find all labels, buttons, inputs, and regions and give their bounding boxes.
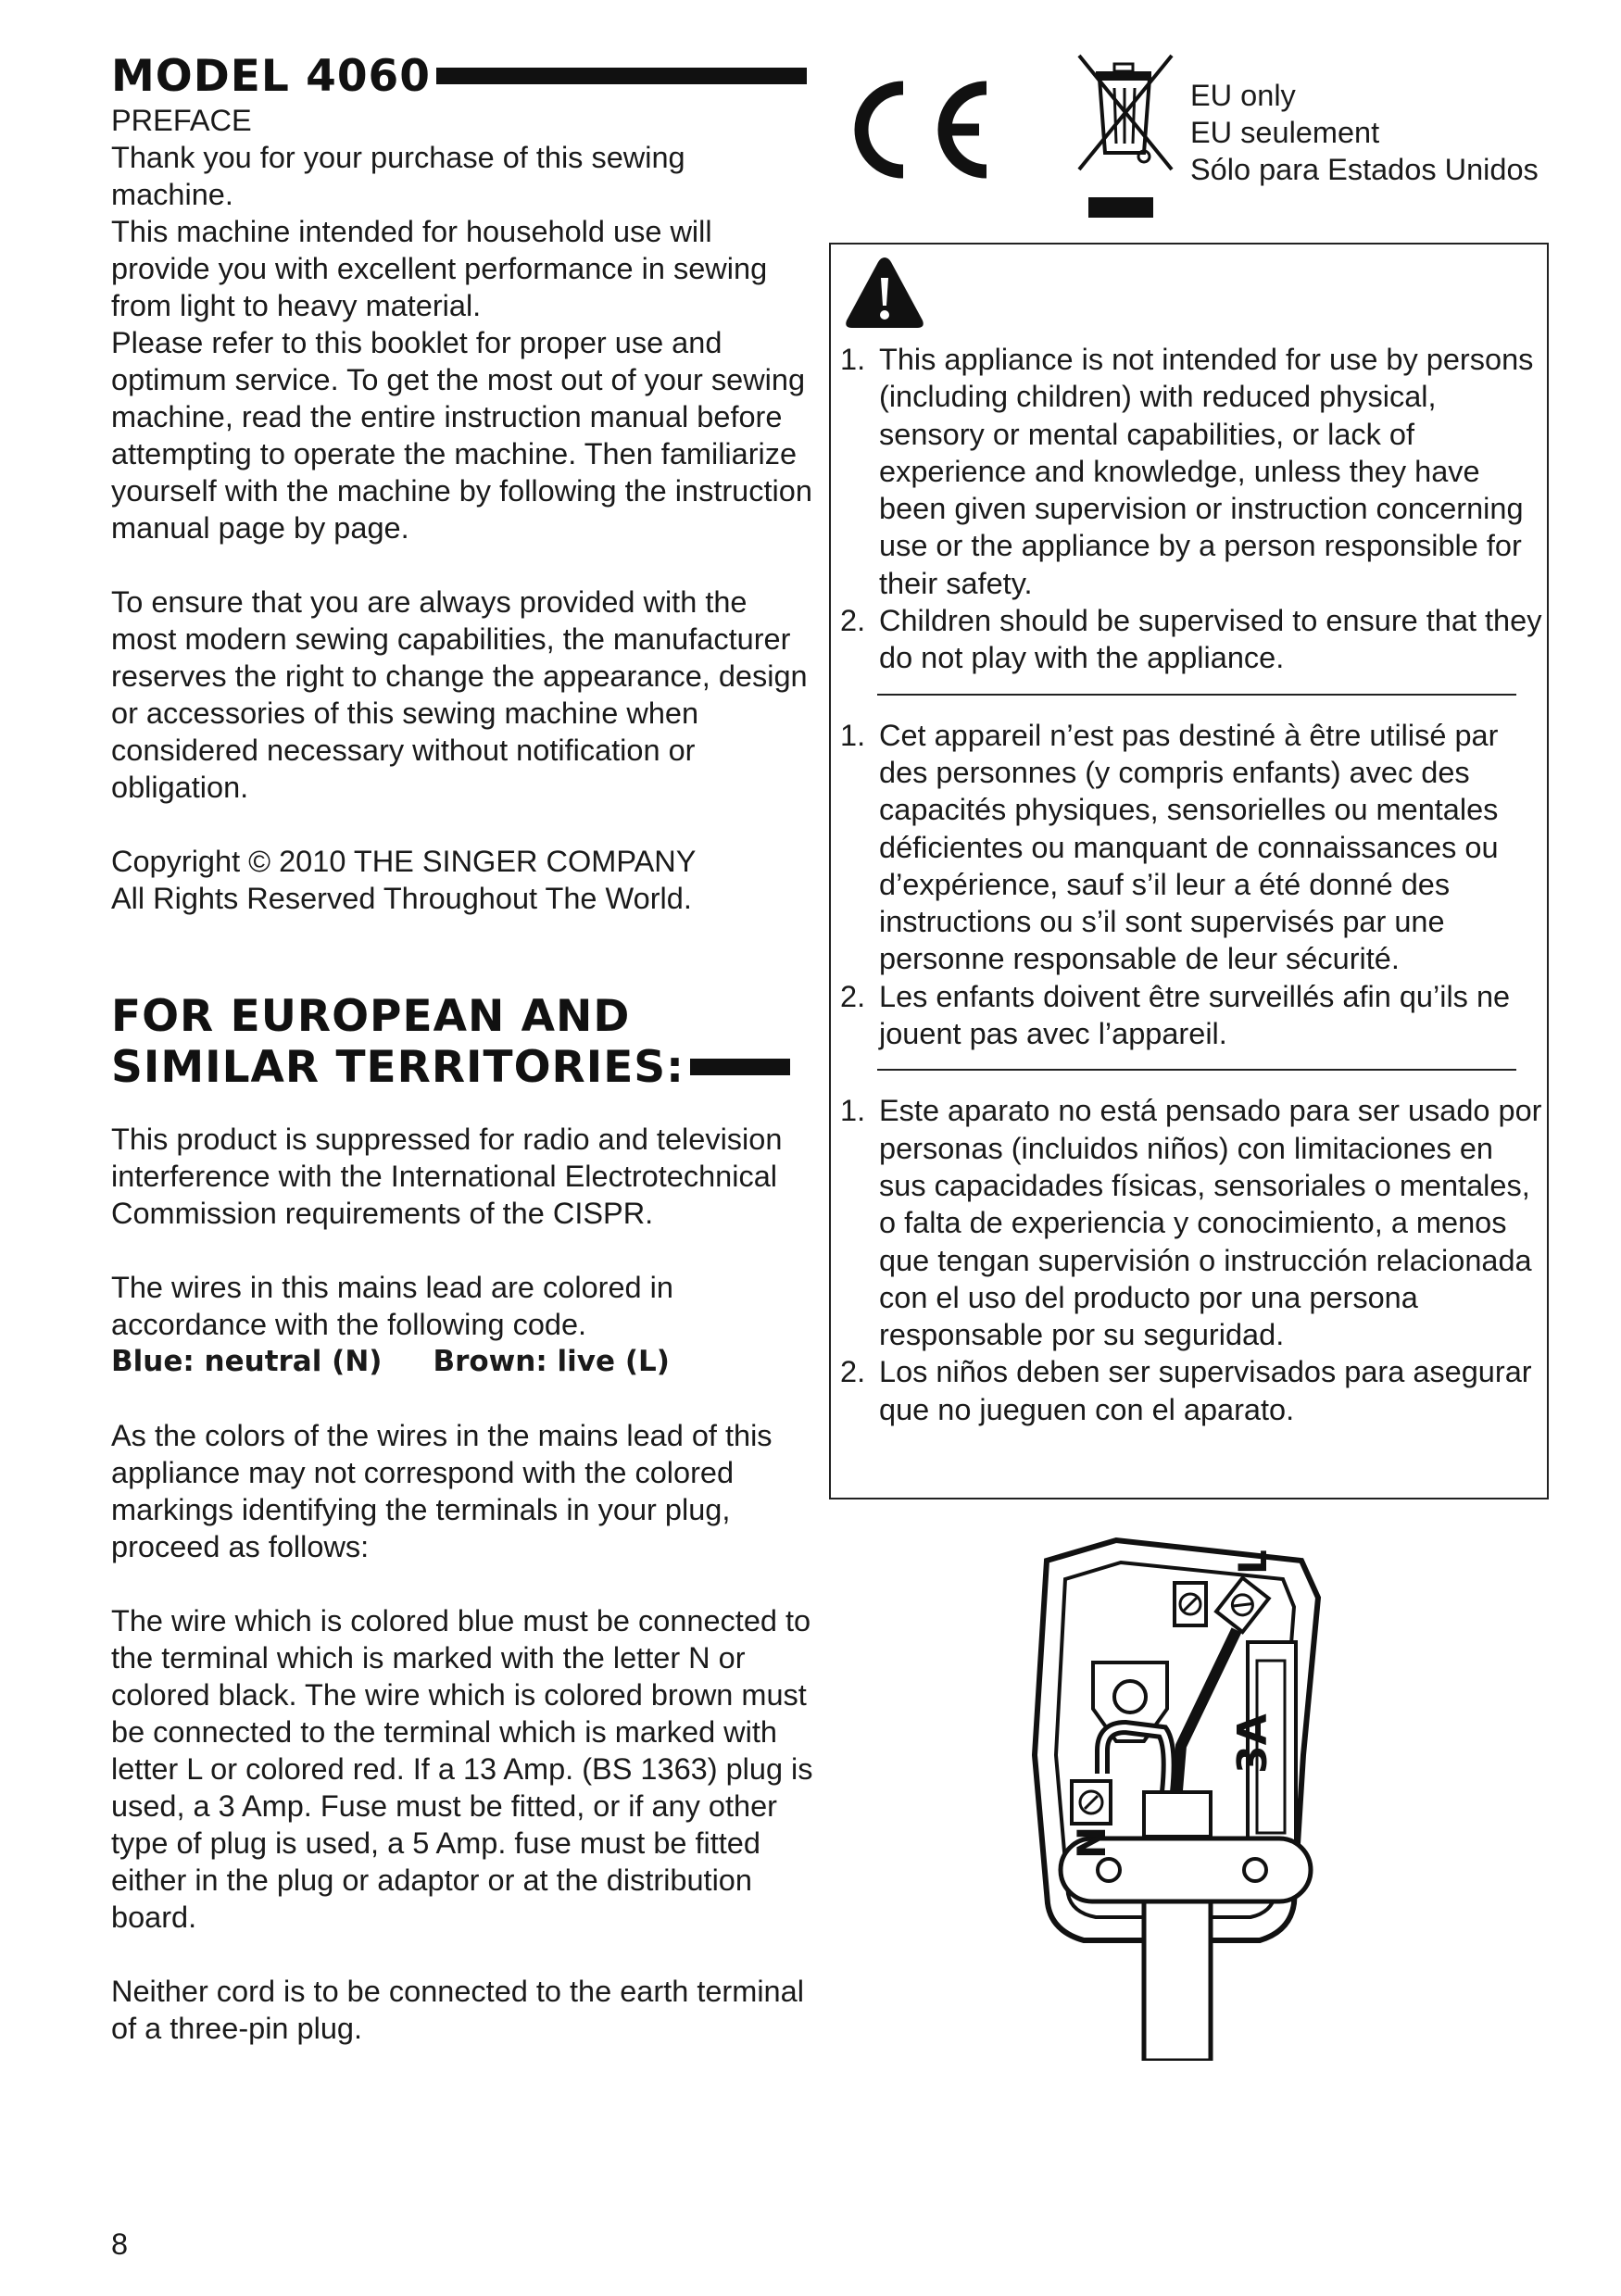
heading-rule [436,68,807,84]
suppression-text: This product is suppressed for radio and television interference with the International Electrotechnical Commission requirements of the CISPR. [111,1123,783,1230]
left-column [111,51,815,2084]
warning-item: 1. Cet appareil n’est pas destiné à être utilisé par des personnes (y compris enfants) avec des capacités physiques, sensorielles ou mentales déficientes ou manquant de connaissances ou d’expérience, sauf s’il leur a été donné des instructions ou s’il sont supervisés par une personne responsable de leur sécurité. [840,718,1499,976]
warning-triangle-icon [843,254,926,332]
eu-seulement-label: EU seulement [1190,116,1380,149]
warnings-es [840,1092,1544,1428]
warning-lists [840,341,1544,1428]
earth-note: Neither cord is to be connected to the earth terminal of a three-pin plug. [111,1975,804,2045]
connection-instructions: The wire which is colored blue must be connected to the terminal which is marked with the letter N or colored black. The wire which is colored brown must be connected to the terminal which is marked with letter L or colored red. If a 13 Amp. (BS 1363) plug is used, a 3 Amp. Fuse must be fitted, or if any other type of plug is used, a 5 Amp. fuse must be fitted either in the plug or adaptor or at the distribution board. [111,1604,813,1934]
warning-item: 1. This appliance is not intended for use by persons (including children) with reduced physical, sensory or mental capabilities, or lack of experience and knowledge, unless they have been given supervision or instruction concerning use or the appliance by a person responsible for their safety. [840,343,1534,600]
copyright: Copyright © 2010 THE SINGER COMPANY All Rights Reserved Throughout The World. [111,845,697,915]
wire-blue-label: Blue: neutral (N) [111,1345,383,1378]
warning-item: 1. Este aparato no está pensado para ser usado por personas (incluidos niños) con limitaciones en sus capacidades físicas, sensoriales o mentales, o falta de experiencia y conocimiento, a menos que tengan supervisión o instrucción relacionada con el uso del producto por una persona responsable por su seguridad. [840,1094,1542,1352]
ce-mark-icon [838,79,996,181]
page-number: 8 [111,2227,129,2261]
warning-item: 2. Los niños deben ser supervisados para asegurar que no jueguen con el aparato. [840,1355,1532,1426]
eu-only-labels [1190,77,1539,188]
plug-wiring-diagram [1024,1524,1329,2061]
warning-item: 2. Les enfants doivent être surveillés afin qu’ils ne jouent pas avec l’appareil. [840,979,1511,1051]
wires-intro: The wires in this mains lead are colored in accordance with the following code. [111,1271,673,1341]
compliance-marks [838,51,1561,236]
warning-item: 2. Children should be supervised to ensure that they do not play with the appliance. [840,604,1542,675]
europe-heading-line1: FOR EUROPEAN AND [111,991,631,1042]
warnings-en [840,341,1544,677]
solo-eu-label: Sólo para Estados Unidos [1190,153,1539,186]
heading-rule [690,1059,790,1075]
neutral-terminal-label: N [1069,1826,1114,1859]
preface-label: PREFACE [111,104,252,137]
section-divider [877,1069,1516,1071]
section-divider [877,694,1516,696]
weee-bin-icon [1070,51,1181,227]
fuse-rating-label: 3A [1229,1713,1276,1774]
preface-text: Thank you for your purchase of this sewing machine. This machine intended for household use will provide you with excellent performance in sewing from light to heavy material. Please refer to this booklet for proper use and optimum service. To get the most out of your sewing machine, read the entire instruction manual before attempting to operate the machine. Then familiarize yourself with the machine by following the instruction manual page by page. [111,141,812,545]
safety-warning-box [829,243,1549,1499]
wire-brown-label: Brown: live (L) [433,1345,670,1378]
eu-only-label: EU only [1190,79,1296,112]
colors-note: As the colors of the wires in the mains lead of this appliance may not correspond with the colored markings identifying the terminals in your plug, proceed as follows: [111,1419,773,1563]
europe-heading-line2: SIMILAR TERRITORIES: [111,1042,815,1093]
live-terminal-label: L [1230,1549,1275,1575]
warnings-fr [840,717,1544,1053]
model-heading: MODEL 4060 [111,51,815,102]
update-notice: To ensure that you are always provided with the most modern sewing capabilities, the manufacturer reserves the right to change the appearance, design or accessories of this sewing machine when considered necessary without notification or obligation. [111,585,808,804]
wire-color-code [111,1343,815,1380]
